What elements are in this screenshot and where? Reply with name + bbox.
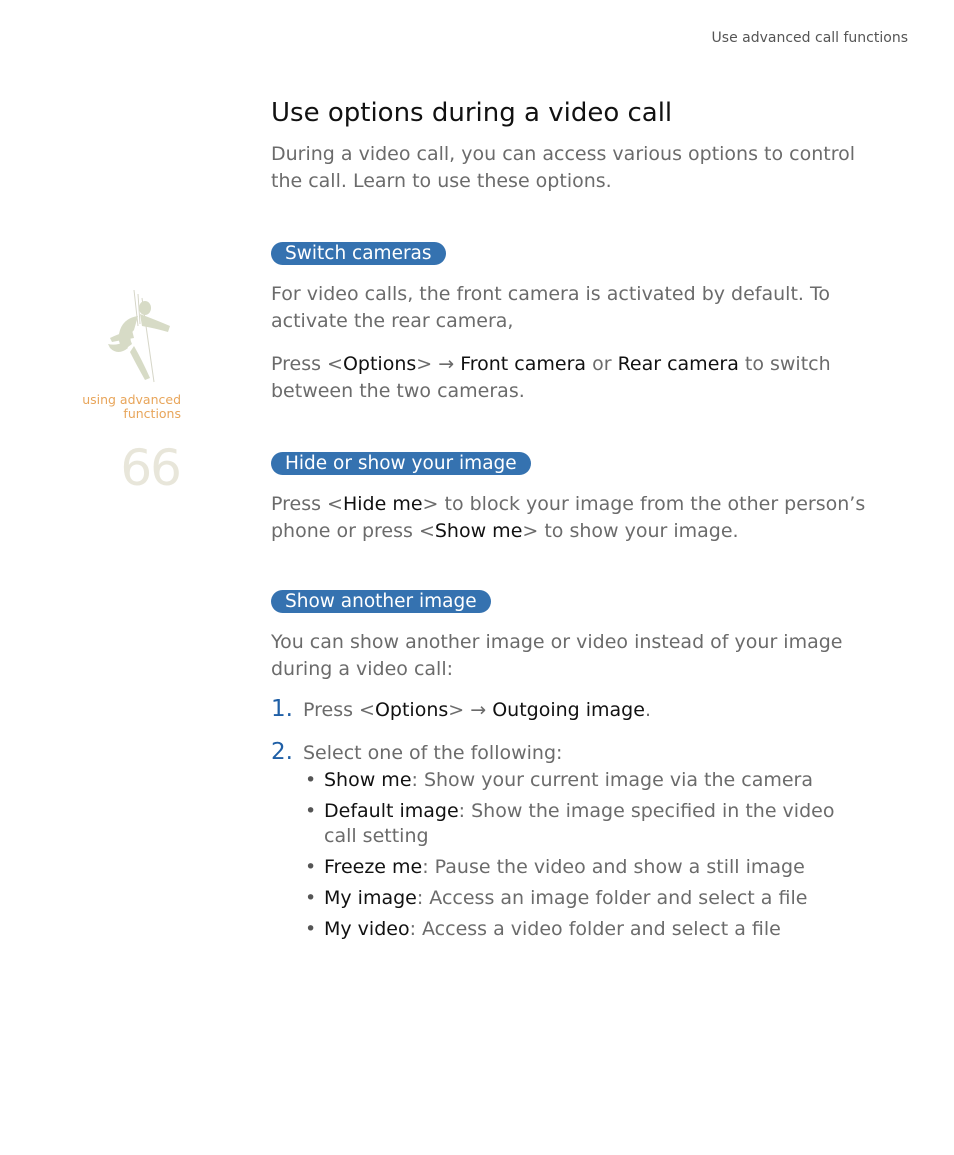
step-number: 1.: [271, 696, 293, 722]
hide-show-instruction: Press <Hide me> to block your image from the other person’s phone or press <Show me> to show your image.: [271, 493, 866, 542]
step-number: 2.: [271, 739, 293, 765]
hide-me-key: Hide me: [342, 493, 423, 515]
running-header: Use advanced call functions: [711, 30, 908, 46]
front-camera-option: Front camera: [460, 353, 587, 375]
list-item: • My image: Access an image folder and select a file: [305, 887, 808, 909]
rear-camera-option: Rear camera: [617, 353, 739, 375]
heading-switch-cameras: Switch cameras: [271, 242, 446, 265]
page-number: 66: [120, 439, 180, 497]
main-content: [271, 96, 871, 948]
options-key: Options: [342, 353, 417, 375]
step-text: Select one of the following:: [303, 742, 563, 764]
heading-hide-show-image: Hide or show your image: [271, 452, 531, 475]
figure-illustration-icon: [98, 286, 182, 388]
list-item: • Show me: Show your current image via the camera: [305, 769, 813, 791]
step-text: Press <Options> → Outgoing image.: [303, 699, 651, 721]
step-2: [271, 739, 871, 766]
switch-cameras-instruction: Press <Options> → Front camera or Rear camera to switch between the two cameras.: [271, 353, 831, 402]
sidebar-section-label: using advanced functions: [82, 392, 181, 421]
list-item: • Freeze me: Pause the video and show a still image: [305, 856, 805, 878]
options-list: [271, 768, 871, 942]
show-another-paragraph: You can show another image or video instead of your image during a video call:: [271, 631, 843, 680]
list-item: • My video: Access a video folder and select a file: [305, 918, 781, 940]
show-me-key: Show me: [434, 519, 523, 542]
list-item: • Default image: Show the image specified in the video call setting: [305, 800, 835, 847]
step-1: [271, 696, 871, 723]
page-title: Use options during a video call: [271, 98, 673, 128]
heading-show-another-image: Show another image: [271, 590, 491, 613]
intro-paragraph: During a video call, you can access various options to control the call. Learn to use these options.: [271, 143, 856, 192]
switch-cameras-paragraph: For video calls, the front camera is activated by default. To activate the rear camera,: [271, 283, 830, 332]
